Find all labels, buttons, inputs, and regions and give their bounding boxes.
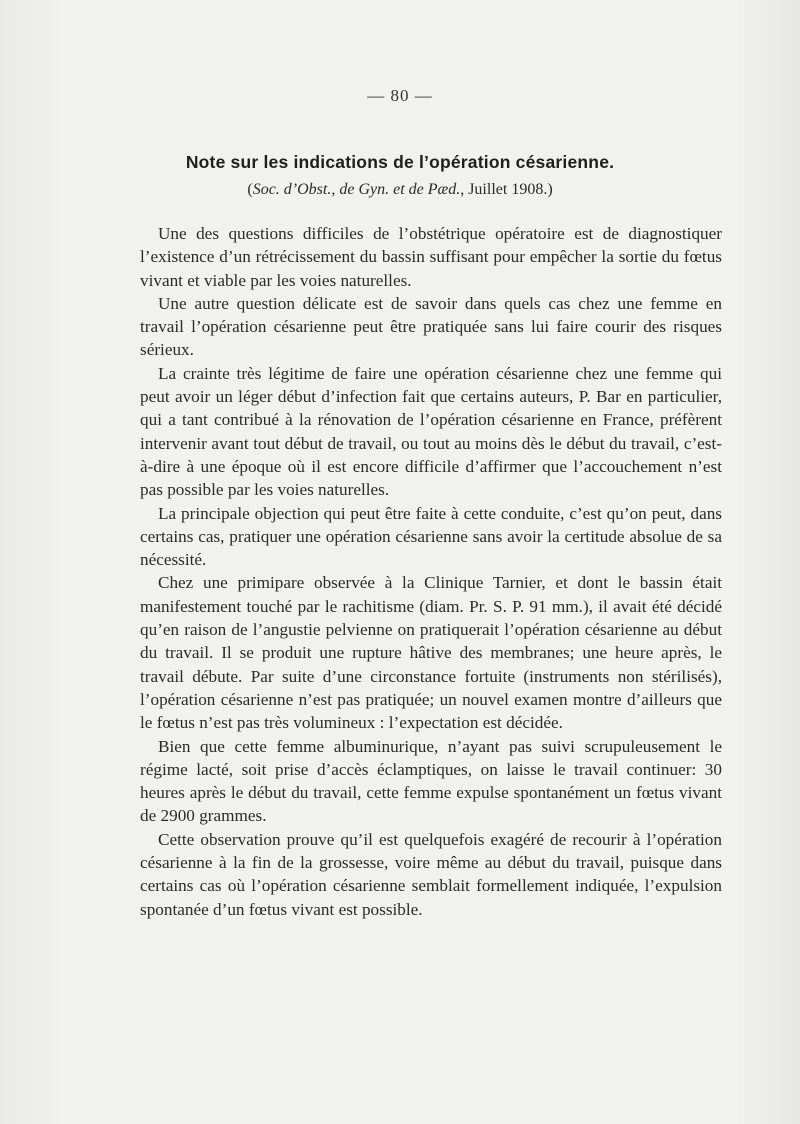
paragraph: Une autre question délicate est de savoir dans quels cas chez une femme en travail l’opération césarienne peut être pratiquée sans lui faire courir des risques sérieux. <box>140 293 722 360</box>
citation-open-paren: ( <box>247 181 253 198</box>
paragraph: Cette observation prouve qu’il est quelquefois exagéré de recourir à l’opération césarienne à la fin de la grossesse, voire même au début du travail, puisque dans certains cas où l’opération césarienne semblait formellement indiquée, l’expulsion spontanée d’un fœtus vivant est possible. <box>140 829 722 919</box>
paragraph: La crainte très légitime de faire une opération césarienne chez une femme qui peut avoir un léger début d’infection fait que certains auteurs, P. Bar en particulier, qui a tant contribué à la rénovation de l’opération césarienne en France, préfèrent intervenir avant tout début de travail, ou tout au moins dès le début du travail, c’est-à-dire à une époque où il est encore difficile d’affirmer que l’accouchement n’est pas possible par les voies naturelles. <box>140 363 722 500</box>
article-title: Note sur les indications de l’opération césarienne. <box>185 152 615 172</box>
paragraph: Une des questions difficiles de l’obstétrique opératoire est de diagnostiquer l’existence d’un rétrécissement du bassin suffisant pour empêcher la sortie du fœtus vivant et viable par les voies naturelles. <box>140 224 722 290</box>
page-number: — 80 — <box>367 86 433 105</box>
paragraph: Bien que cette femme albuminurique, n’ayant pas suivi scrupuleusement le régime lacté, soit prise d’accès éclamptiques, on laisse le travail continuer: 30 heures après le début du travail, cette femme expulse spontanément un fœtus vivant de 2900 grammes. <box>140 736 722 826</box>
paragraph: La principale objection qui peut être faite à cette conduite, c’est qu’on peut, dans certains cas, pratiquer une opération césarienne sans avoir la certitude absolue de sa nécessité. <box>140 503 722 570</box>
article-body <box>140 222 722 921</box>
citation-source: Soc. d’Obst., de Gyn. et de Pæd. <box>252 181 461 198</box>
paragraph: Chez une primipare observée à la Clinique Tarnier, et dont le bassin était manifestement touché par le rachitisme (diam. Pr. S. P. 91 mm.), il avait été décidé qu’en raison de l’angustie pelvienne on pratiquerait l’opération césarienne au début du travail. Il se produit une rupture hâtive des membranes; une heure après, le travail débute. Par suite d’une circonstance fortuite (instruments non stérilisés), l’opération césarienne n’est pas pratiquée; un nouvel examen montre d’ailleurs que le fœtus n’est pas très volumineux : l’expectation est décidée. <box>140 573 722 733</box>
citation-date: , Juillet 1908.) <box>460 181 553 198</box>
article-citation <box>0 181 800 199</box>
